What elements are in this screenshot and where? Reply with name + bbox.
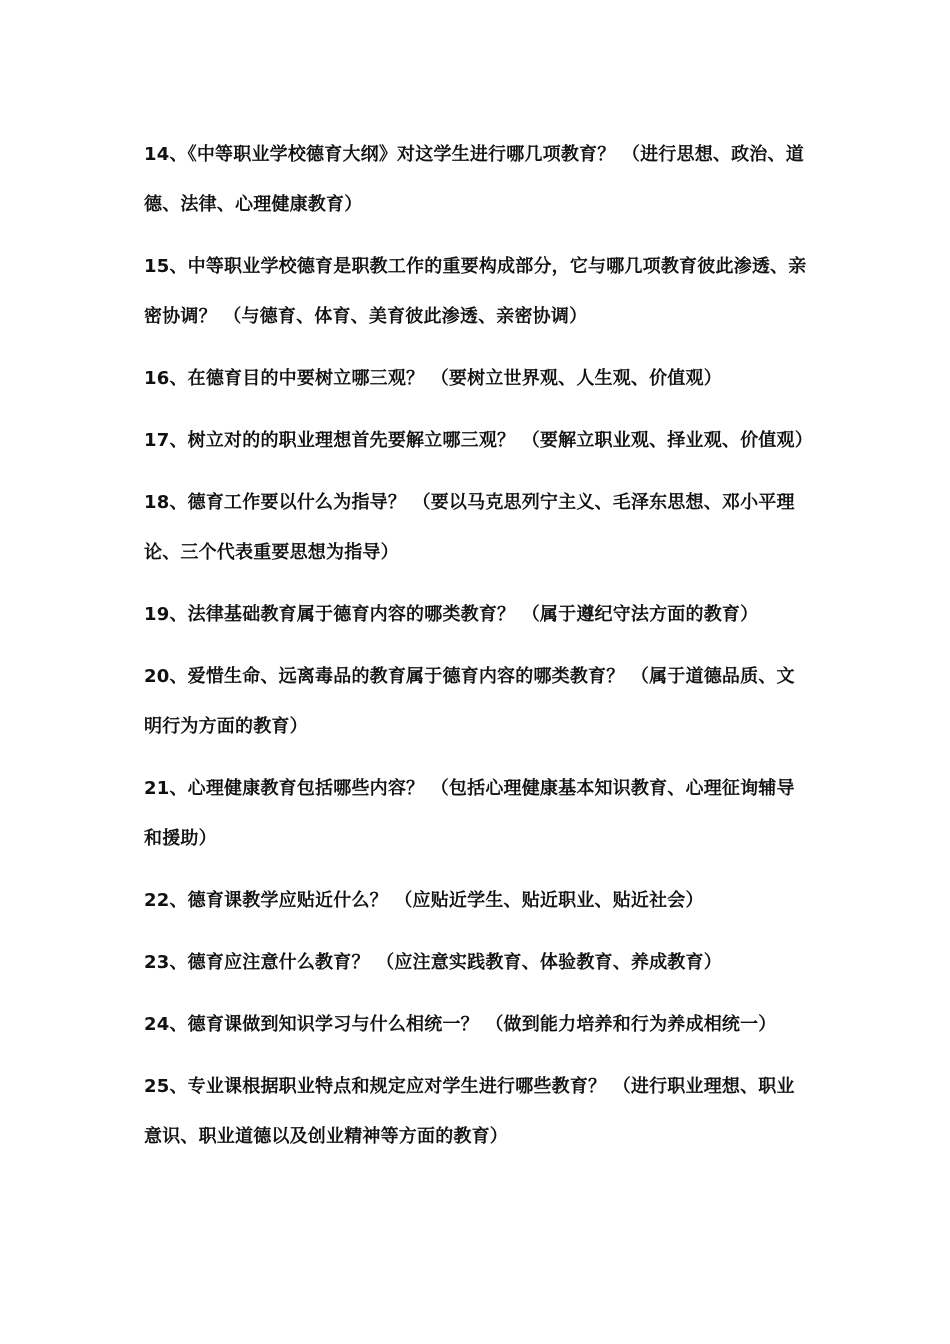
question-item-24: 24、德育课做到知识学习与什么相统一？ （做到能力培养和行为养成相统一） — [144, 1014, 777, 1035]
question-item-18: 18、德育工作要以什么为指导？ （要以马克思列宁主义、毛泽东思想、邓小平理论、三个代表重要思想为指导） — [144, 492, 795, 563]
question-item-14: 14、《中等职业学校德育大纲》对这学生进行哪几项教育？ （进行思想、政治、道德、法律、心理健康教育） — [144, 144, 804, 215]
question-item-21: 21、心理健康教育包括哪些内容？ （包括心理健康基本知识教育、心理征询辅导和援助） — [144, 778, 795, 849]
question-item-20: 20、爱惜生命、远离毒品的教育属于德育内容的哪类教育？ （属于道德品质、文明行为方面的教育） — [144, 666, 795, 737]
question-item-17: 17、树立对的的职业理想首先要解立哪三观？ （要解立职业观、择业观、价值观） — [144, 430, 813, 451]
question-item-25: 25、专业课根据职业特点和规定应对学生进行哪些教育？ （进行职业理想、职业意识、职业道德以及创业精神等方面的教育） — [144, 1076, 795, 1147]
question-item-16: 16、在德育目的中要树立哪三观？ （要树立世界观、人生观、价值观） — [144, 368, 722, 389]
question-item-15: 15、中等职业学校德育是职教工作的重要构成部分，它与哪几项教育彼此渗透、亲密协调？ （与德育、体育、美育彼此渗透、亲密协调） — [144, 256, 807, 327]
question-item-22: 22、德育课教学应贴近什么？ （应贴近学生、贴近职业、贴近社会） — [144, 890, 704, 911]
question-answer-list — [144, 130, 813, 1174]
question-item-19: 19、法律基础教育属于德育内容的哪类教育？ （属于遵纪守法方面的教育） — [144, 604, 759, 625]
question-item-23: 23、德育应注意什么教育？ （应注意实践教育、体验教育、养成教育） — [144, 952, 722, 973]
